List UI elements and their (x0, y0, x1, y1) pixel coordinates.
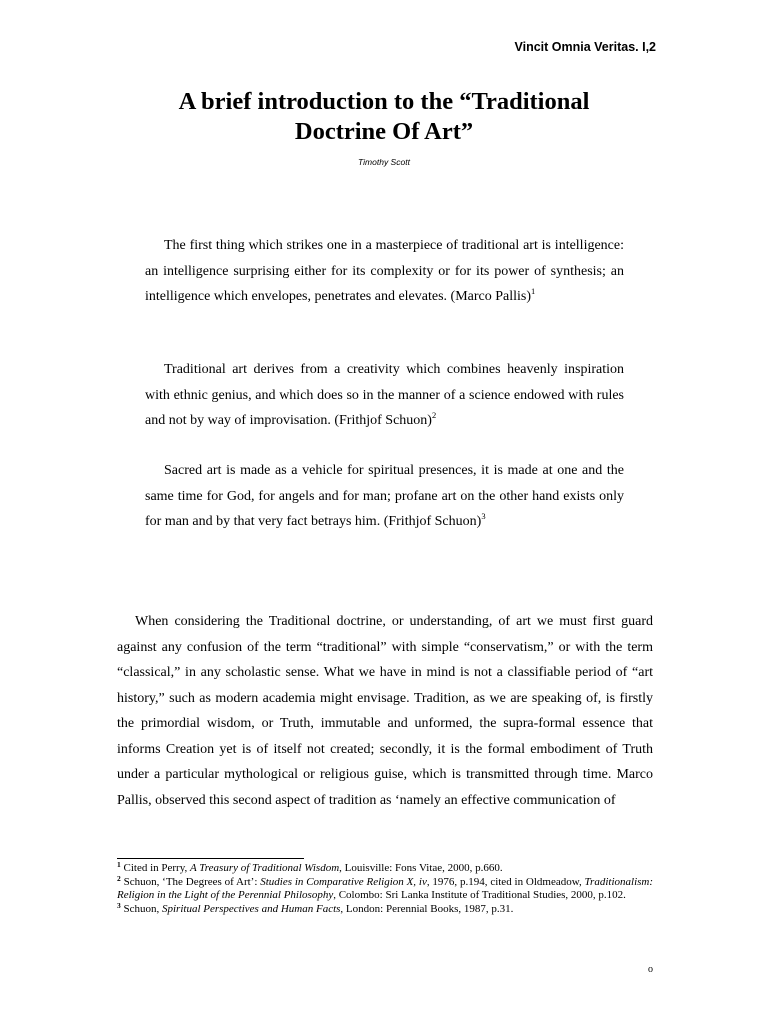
footnote-text: Schuon, ‘The Degrees of Art’: (123, 875, 261, 888)
footnote-2 (117, 873, 654, 903)
footnote-text: , Colombo: Sri Lanka Institute of Traditional Studies, 2000, p.102. (333, 889, 626, 901)
title-line-1: A brief introduction to the “Traditional (178, 88, 590, 115)
document-title (100, 87, 668, 147)
footnotes (117, 862, 653, 916)
footnote-number: 3 (117, 900, 121, 910)
footnote-text: , 1976, p.194, cited in Oldmeadow, (426, 875, 585, 888)
page-number: o (648, 964, 653, 975)
running-header: Vincit Omnia Veritas. I,2 (514, 40, 656, 54)
footnote-text: Cited in Perry, (123, 862, 190, 874)
footnote-italic-title: Spiritual Perspectives and Human Facts (162, 902, 341, 915)
footnote-text: , Louisville: Fons Vitae, 2000, p.660. (339, 862, 503, 874)
title-line-2: Doctrine Of Art” (294, 118, 474, 145)
footnote-italic-title: Studies in Comparative Religion X, iv (260, 875, 427, 888)
epigraph-quote-2 (145, 357, 624, 434)
footnote-number: 1 (117, 860, 121, 869)
author-name: Timothy Scott (358, 157, 410, 167)
footnote-text: , London: Perennial Books, 1987, p.31. (340, 902, 514, 915)
footnote-italic-title: A Treasury of Traditional Wisdom (190, 862, 340, 874)
footnote-1 (117, 862, 653, 876)
body-paragraph (117, 609, 653, 813)
footnote-ref-2[interactable]: 2 (431, 410, 437, 420)
footnote-ref-1[interactable]: 1 (531, 286, 536, 296)
footnote-3 (117, 900, 653, 917)
quote-1-text: The first thing which strikes one in a masterpiece of traditional art is intelligence: an intelligence surprising either for its complexity or for its power of synthesis; an intelligence which envelopes, penetrates and elevates. (Marco Pallis) (145, 238, 624, 304)
footnote-text: Schuon, (123, 902, 162, 915)
quote-3-text: Sacred art is made as a vehicle for spiritual presences, it is made at one and the same time for God, for angels and for man; profane art on the other hand exists only for man and by that very fact betrays him. (Frithjof Schuon) (145, 463, 624, 529)
footnote-number: 2 (117, 873, 121, 883)
footnote-italic-title: Traditionalism: Religion in the Light of the Perennial Philosophy (117, 875, 654, 901)
quote-2-text: Traditional art derives from a creativity which combines heavenly inspiration with ethnic genius, and which does so in the manner of a science endowed with rules and not by way of improvisation. (Frithjof Schuon) (145, 362, 624, 428)
epigraph-quote-1 (145, 233, 624, 310)
footnote-divider (117, 858, 304, 859)
footnote-ref-3[interactable]: 3 (481, 511, 486, 521)
body-paragraph-text: When considering the Traditional doctrine, or understanding, of art we must first guard against any confusion of the term “traditional” with simple “conservatism,” or with the term “classical,” in any scholastic sense. What we have in mind is not a classifiable period of “art history,” such as modern academia might envisage. Tradition, as we are speaking of, is firstly the primordial wisdom, or Truth, immutable and unformed, the supra-formal essence that informs Creation yet is of itself not created; secondly, it is the formal embodiment of Truth under a particular mythological or religious guise, which is transmitted through time. Marco Pallis, observed this second aspect of tradition as ‘namely an effective communication of (117, 614, 653, 808)
epigraph-quote-3 (145, 458, 624, 535)
